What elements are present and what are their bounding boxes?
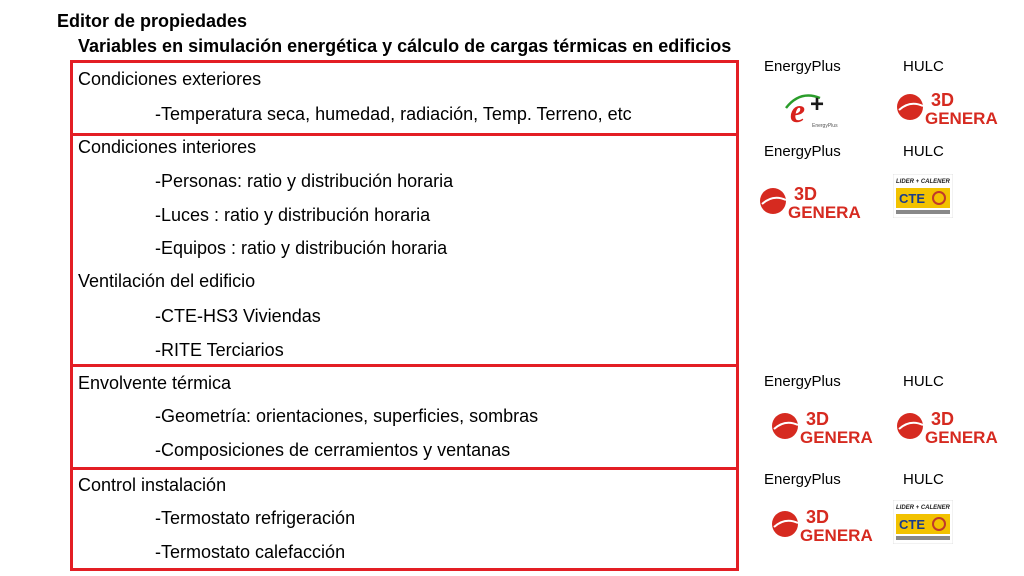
tool-label-energyplus: EnergyPlus	[764, 58, 841, 75]
genera-logo-hulc-3	[895, 405, 1005, 452]
genera-logo-energyplus-4	[770, 503, 880, 550]
group-item: -Personas: ratio y distribución horaria	[155, 171, 454, 191]
cte-logo-hulc-4	[893, 500, 953, 549]
group-item: -Composiciones de cerramientos y ventanas	[155, 440, 511, 460]
genera-logo-energyplus-2	[758, 180, 868, 227]
cte-logo-hulc-2	[893, 174, 953, 223]
svg-text:GENERA: GENERA	[800, 428, 873, 447]
svg-text:3D: 3D	[931, 409, 955, 429]
svg-text:EnergyPlus: EnergyPlus	[812, 123, 838, 129]
group-item: -Equipos : ratio y distribución horaria	[155, 238, 448, 258]
group-item: -Temperatura seca, humedad, radiación, Temp. Terreno, etc	[155, 104, 632, 124]
svg-text:CTE: CTE	[899, 191, 925, 206]
svg-text:3D: 3D	[806, 507, 830, 527]
tool-label-hulc: HULC	[903, 373, 944, 390]
svg-text:CTE: CTE	[899, 517, 925, 532]
svg-text:LIDER + CALENER: LIDER + CALENER	[896, 179, 950, 185]
page-title: Editor de propiedades	[57, 11, 248, 31]
tool-label-hulc: HULC	[903, 58, 944, 75]
group-heading-control: Control instalación	[78, 475, 227, 495]
group-heading-ventilacion: Ventilación del edificio	[78, 271, 256, 291]
svg-text:3D: 3D	[806, 409, 830, 429]
group-item: -Luces : ratio y distribución horaria	[155, 205, 431, 225]
group-item: -RITE Terciarios	[155, 340, 284, 360]
group-item: -Geometría: orientaciones, superficies, sombras	[155, 406, 539, 426]
svg-text:GENERA: GENERA	[788, 203, 861, 222]
group-item: -Termostato calefacción	[155, 542, 346, 562]
svg-text:GENERA: GENERA	[925, 428, 998, 447]
group-item: -Termostato refrigeración	[155, 508, 356, 528]
group-heading-envolvente: Envolvente térmica	[78, 373, 232, 393]
svg-text:LIDER + CALENER: LIDER + CALENER	[896, 505, 950, 511]
tool-label-hulc: HULC	[903, 471, 944, 488]
svg-text:3D: 3D	[931, 90, 955, 110]
genera-logo-hulc-1	[895, 86, 1005, 133]
genera-logo-energyplus-3	[770, 405, 880, 452]
svg-text:+: +	[810, 91, 825, 118]
svg-text:GENERA: GENERA	[925, 109, 998, 128]
svg-text:3D: 3D	[794, 184, 818, 204]
tool-label-energyplus: EnergyPlus	[764, 373, 841, 390]
group-item: -CTE-HS3 Viviendas	[155, 306, 321, 326]
energyplus-logo	[780, 86, 840, 130]
group-heading-interior: Condiciones interiores	[78, 137, 257, 157]
page-subtitle: Variables en simulación energética y cálculo de cargas térmicas en edificios	[78, 36, 732, 56]
svg-text:e: e	[790, 93, 806, 130]
group-heading-exterior: Condiciones exteriores	[78, 69, 262, 89]
svg-text:GENERA: GENERA	[800, 526, 873, 545]
tool-label-energyplus: EnergyPlus	[764, 143, 841, 160]
tool-label-hulc: HULC	[903, 143, 944, 160]
tool-label-energyplus: EnergyPlus	[764, 471, 841, 488]
